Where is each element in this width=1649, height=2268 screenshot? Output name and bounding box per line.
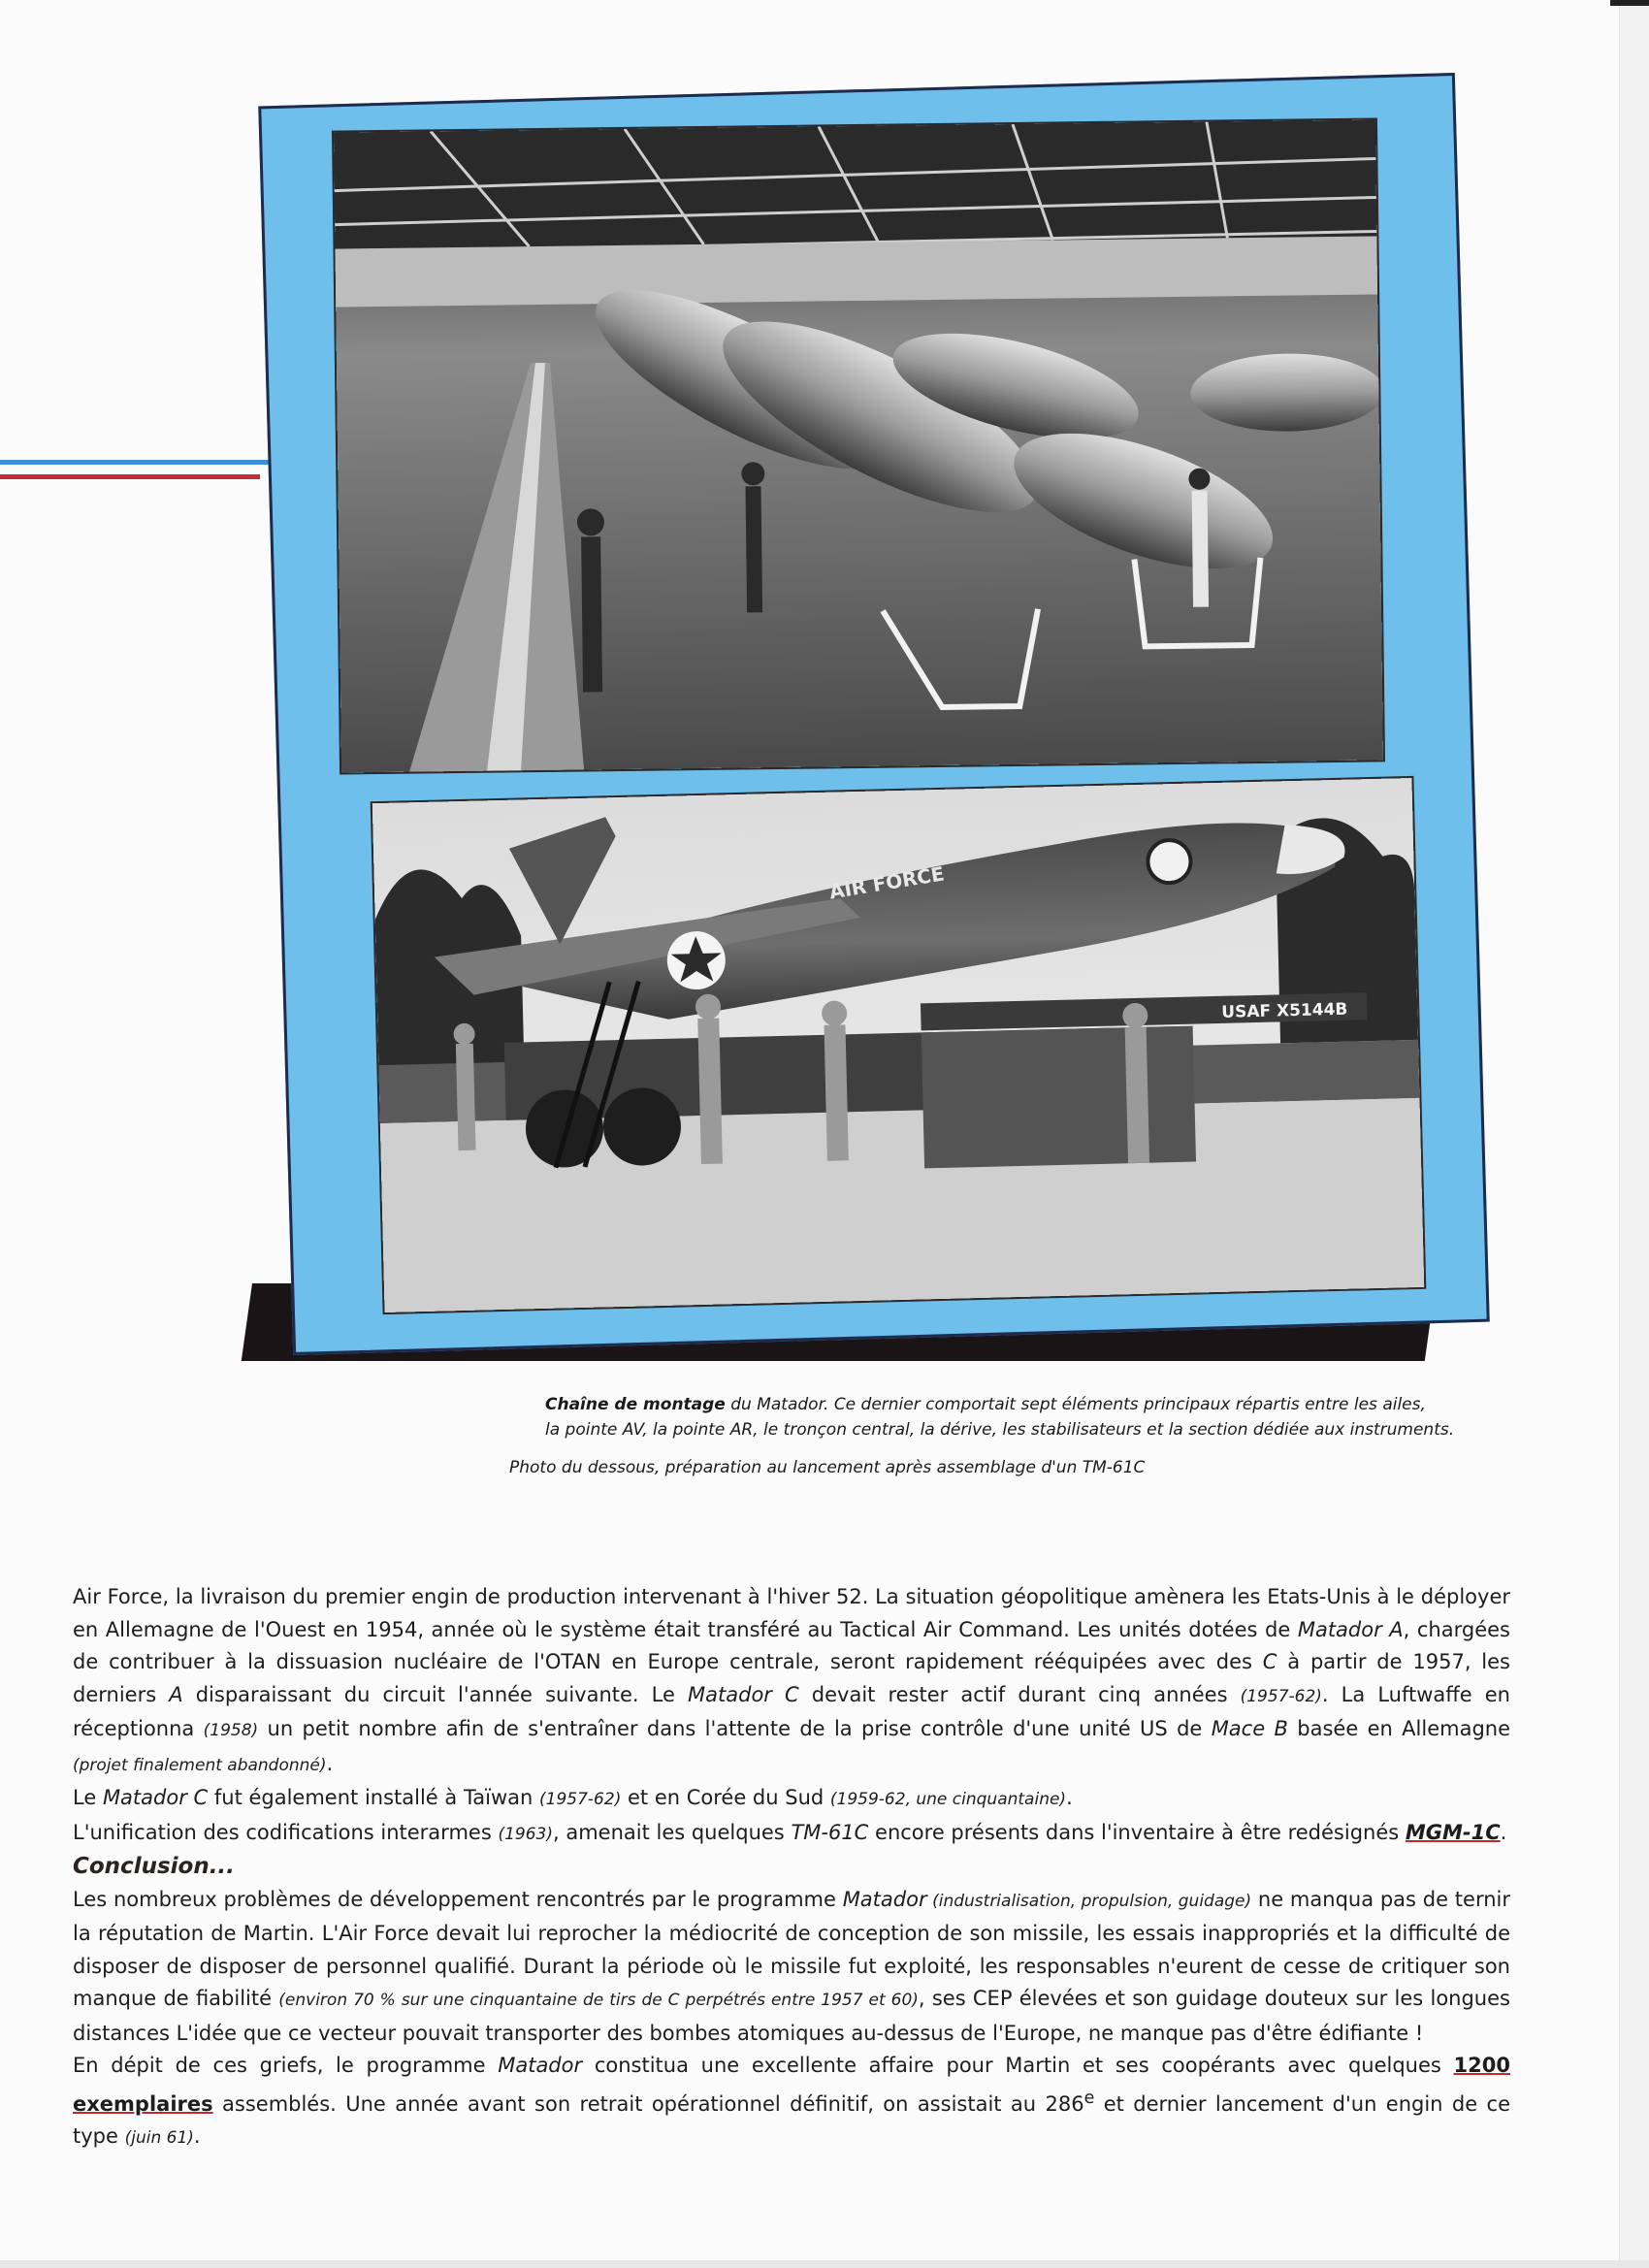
paragraph-redesignation: L'unification des codifications interarmes (1963), amenait les quelques TM-61C encore présents dans l'inventaire à être redésignés MGM-1C. (73, 1820, 1507, 1844)
scan-right-edge (1619, 0, 1649, 2268)
caption-line-3: Photo du dessous, préparation au lancement après assemblage d'un TM-61C (509, 1458, 1146, 1477)
paragraph-deployment: Air Force, la livraison du premier engin de production intervenant à l'hiver 52. La situation géopolitique amènera les Etats-Unis à le déployer en Allemagne de l'Ouest en 1954, année où le système était transféré au Tactical Air Command. Les unités dotées de Matador A, chargées de contribuer à la dissuasion nucléaire de l'OTAN en Europe centrale, seront rapidement rééquipées avec des C à partir de 1957, les derniers A disparaissant du circuit l'année suivante. Le Matador C devait rester actif durant cinq années (1957-62). La Luftwaffe en réceptionna (1958) un petit nombre afin de s'entraîner dans l'attente de la prise contrôle d'une unité US de Mace B basée en Allemagne (projet finalement abandonné). (73, 1585, 1511, 1775)
caption-line-2: la pointe AV, la pointe AR, le tronçon central, la dérive, les stabilisateurs et la section dédiée aux instruments. (545, 1420, 1455, 1440)
scan-bottom-edge (0, 2260, 1649, 2268)
launch-preparation-photo (372, 778, 1425, 1312)
decorative-red-line (0, 474, 260, 479)
scan-corner-mark (1610, 0, 1649, 6)
paragraph-problems: Les nombreux problèmes de développement rencontrés par le programme Matador (industrialisation, propulsion, guidage) ne manqua pas de ternir la réputation de Martin. L'Air Force devait lui reprocher la médiocrité de conception de son missile, les essais inappropriés et la difficulté de disposer de disposer de personnel qualifié. Durant la période où le missile fut exploité, les responsables n'eurent de cesse de critiquer son manque de fiabilité (environ 70 % sur une cinquantaine de tirs de C perpétrés entre 1957 et 60), ses CEP élevées et son guidage douteux sur les longues distances L'idée que ce vecteur pouvait transporter des bombes atomiques au-dessus de l'Europe, ne manque pas d'être édifiante ! (73, 1887, 1510, 2045)
missile-air-force-marking: AIR FORCE (827, 861, 947, 904)
caption-line-1-text: du Matador. Ce dernier comportait sept éléments principaux répartis entre les ailes, (725, 1395, 1426, 1414)
units-count-highlight: 1200 exemplaires (73, 2054, 1510, 2116)
caption-line-1 (545, 1392, 1515, 1417)
launcher-serial-marking: USAF X5144B (1221, 999, 1348, 1022)
caption-bold-lead: Chaîne de montage (545, 1395, 726, 1414)
article-body (73, 1581, 1510, 2155)
assembly-line-photo (334, 119, 1383, 772)
conclusion-heading: Conclusion... (73, 1854, 235, 1879)
paragraph-taiwan-korea: Le Matador C fut également installé à Taïwan (1957-62) et en Corée du Sud (1959-62, une cinquantaine). (73, 1786, 1073, 1809)
paragraph-production: En dépit de ces griefs, le programme Matador constitua une excellente affaire pour Martin et ses coopérants avec quelques 1200 exemplaires assemblés. Une année avant son retrait opérationnel définitif, on assistait au 286e et dernier lancement d'un engin de ce type (juin 61). (73, 2054, 1510, 2148)
mgm-1c-highlight: MGM-1C (1405, 1820, 1501, 1844)
